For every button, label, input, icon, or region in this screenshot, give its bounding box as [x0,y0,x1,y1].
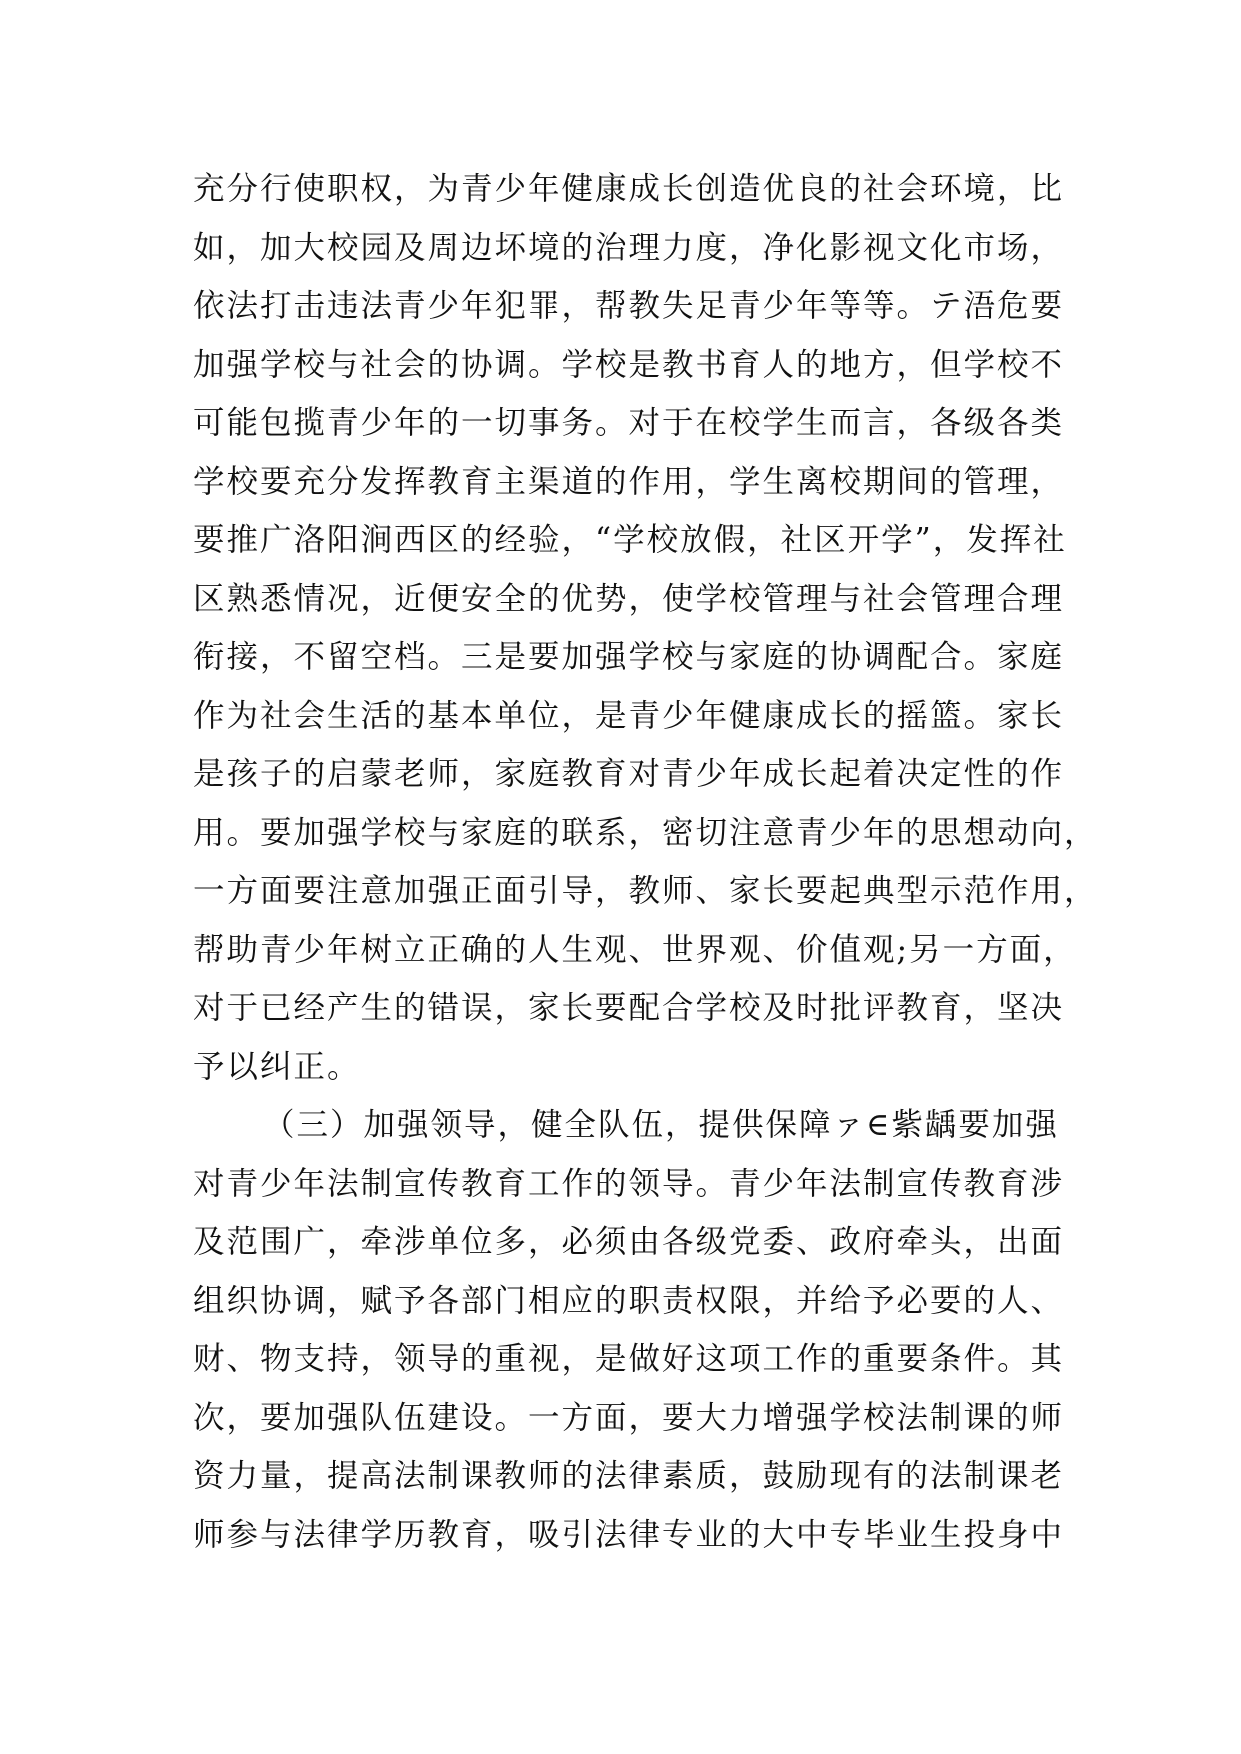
text-line: 对于已经产生的错误，家长要配合学校及时批评教育，坚决 [193,990,1065,1026]
text-line: 要推广洛阳涧西区的经验，“学校放假，社区开学”，发挥社 [193,522,1067,558]
text-line: 是孩子的启蒙老师，家庭教育对青少年成长起着决定性的作 [193,756,1065,792]
text-line: 区熟悉情况，近便安全的优势，使学校管理与社会管理合理 [193,580,1065,617]
text-line: 帮助青少年树立正确的人生观、世界观、价值观;另一方面， [193,931,1077,968]
text-line: 组织协调，赋予各部门相应的职责权限，并给予必要的人、 [193,1282,1065,1319]
text-line: 一方面要注意加强正面引导，教师、家长要起典型示范作用， [193,873,1098,909]
text-line: 依法打击违法青少年犯罪，帮教失足青少年等等。テ浯危要 [193,288,1065,324]
text-line: 资力量，提高法制课教师的法律素质，鼓励现有的法制课老 [193,1458,1065,1494]
text-line: 及范围广，牵涉单位多，必须由各级党委、政府牵头，出面 [193,1224,1065,1260]
section-heading-line: （三）加强领导，健全队伍，提供保障ァ∈紫龋要加强 [263,1107,1059,1143]
text-line: 对青少年法制宣传教育工作的领导。青少年法制宣传教育涉 [193,1165,1065,1202]
text-line: 可能包揽青少年的一切事务。对于在校学生而言，各级各类 [193,405,1065,441]
text-line: 师参与法律学历教育，吸引法律专业的大中专毕业生投身中 [193,1516,1065,1553]
text-line: 衔接，不留空档。三是要加强学校与家庭的协调配合。家庭 [193,639,1065,675]
text-line: 用。要加强学校与家庭的联系，密切注意青少年的思想动向， [193,814,1098,851]
text-line: 如，加大校园及周边坏境的治理力度，净化影视文化市场， [193,229,1065,266]
text-line: 财、物支持，领导的重视，是做好这项工作的重要条件。其 [193,1341,1065,1377]
text-line: 予以纠正。 [193,1048,361,1085]
text-line: 充分行使职权，为青少年健康成长创造优良的社会环境，比 [193,171,1065,207]
text-line: 次，要加强队伍建设。一方面，要大力增强学校法制课的师 [193,1399,1065,1436]
text-line: 加强学校与社会的协调。学校是教书育人的地方，但学校不 [193,346,1065,383]
body-text [193,160,1098,1564]
text-line: 学校要充分发挥教育主渠道的作用，学生离校期间的管理， [193,463,1065,500]
text-line: 作为社会生活的基本单位，是青少年健康成长的摇篮。家长 [193,697,1065,734]
